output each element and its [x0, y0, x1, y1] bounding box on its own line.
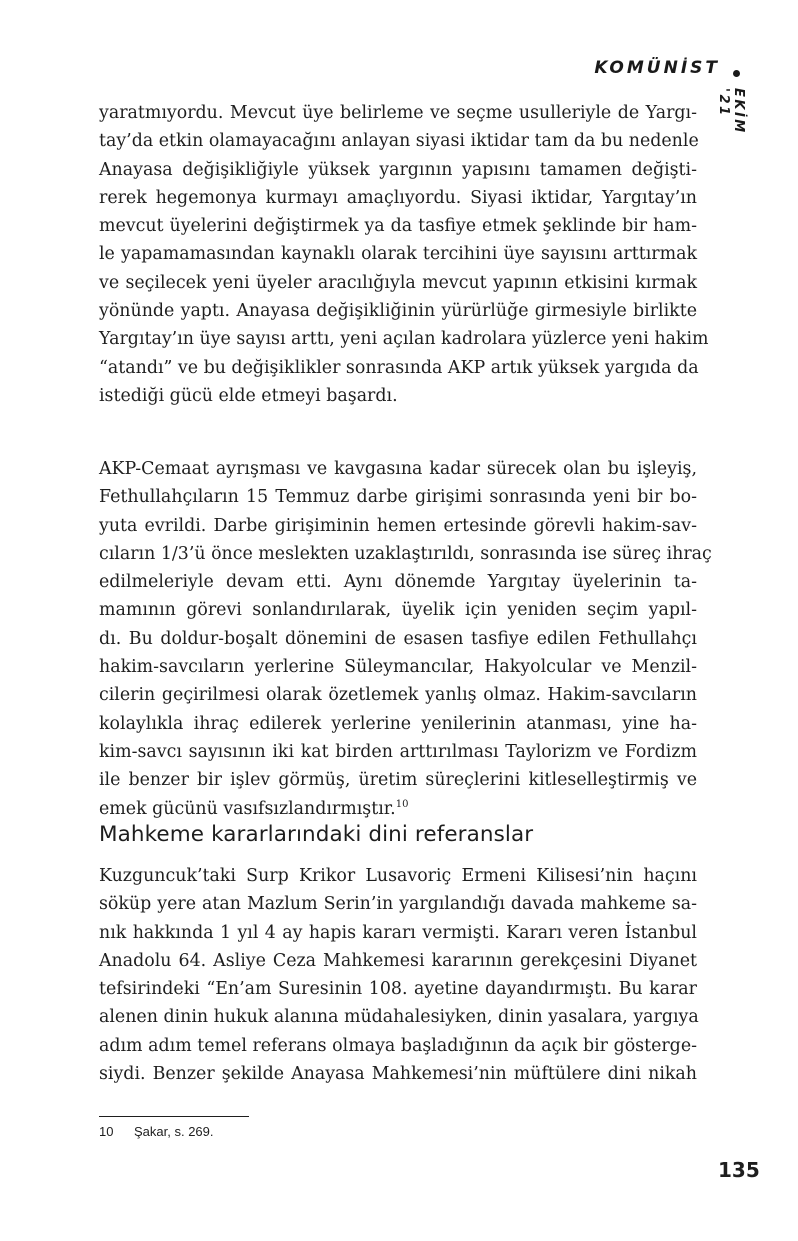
- footnote-divider: [99, 1116, 249, 1117]
- footnote-number: 10: [99, 1124, 114, 1139]
- text-line: alenen dinin hukuk alanına müdahalesiyken, dinin yasalara, yargıya: [99, 1007, 699, 1028]
- paragraph-2: [99, 455, 712, 823]
- page-number: 135: [718, 1158, 760, 1182]
- paragraph-3: [99, 862, 697, 1088]
- text-line: kolaylıkla ihraç edilerek yerlerine yenilerinin atanması, yine ha-: [99, 713, 697, 734]
- magazine-title: KOMÜNİST: [594, 58, 720, 78]
- text-line: kim-savcı sayısının iki kat birden arttırılması Taylorizm ve Fordizm: [99, 741, 697, 762]
- text-line: Anayasa değişikliğiyle yüksek yargının yapısını tamamen değişti-: [99, 159, 697, 180]
- footnote: [99, 1124, 214, 1139]
- text-line: tay’da etkin olamayacağını anlayan siyasi iktidar tam da bu nedenle: [99, 131, 699, 152]
- bullet-dot-icon: [733, 70, 740, 77]
- text-line: yuta evrildi. Darbe girişiminin hemen ertesinde görevli hakim-sav-: [99, 515, 697, 536]
- text-line: tefsirindeki “En’am Suresinin 108. ayetine dayandırmıştı. Bu karar: [99, 979, 697, 1000]
- text-line-with-footnote: [99, 795, 697, 823]
- text-line: siydi. Benzer şekilde Anayasa Mahkemesi’nin müftülere dini nikah: [99, 1064, 697, 1085]
- text-line: yönünde yaptı. Anayasa değişikliğinin yürürlüğe girmesiyle birlikte: [99, 301, 697, 322]
- footnote-text: Şakar, s. 269.: [134, 1124, 214, 1139]
- text-line: le yapamamasından kaynaklı olarak tercihini üye sayısını arttırmak: [99, 244, 697, 265]
- text-line: AKP-Cemaat ayrışması ve kavgasına kadar sürecek olan bu işleyiş,: [99, 459, 697, 479]
- text-line: mevcut üyelerini değiştirmek ya da tasfiye etmek şeklinde bir ham-: [99, 216, 697, 237]
- text-line: edilmeleriyle devam etti. Aynı dönemde Yargıtay üyelerinin ta-: [99, 572, 697, 593]
- text-line: cıların 1/3’ü önce meslekten uzaklaştırıldı, sonrasında ise süreç ihraç: [99, 543, 712, 564]
- text-line: Anadolu 64. Asliye Ceza Mahkemesi kararının gerekçesini Diyanet: [99, 950, 697, 971]
- text-line: emek gücünü vasıfsızlandırmıştır.: [99, 798, 396, 819]
- text-line: rerek hegemonya kurmayı amaçlıyordu. Siyasi iktidar, Yargıtay’ın: [99, 187, 697, 208]
- text-line: Yargıtay’ın üye sayısı arttı, yeni açılan kadrolara yüzlerce yeni hakim: [99, 329, 709, 350]
- text-line: ile benzer bir işlev görmüş, üretim süreçlerini kitleselleştirmiş ve: [99, 770, 697, 791]
- footnote-reference[interactable]: 10: [395, 798, 409, 810]
- text-line: nık hakkında 1 yıl 4 ay hapis kararı vermişti. Kararı veren İstanbul: [99, 922, 697, 943]
- text-line: mamının görevi sonlandırılarak, üyelik için yeniden seçim yapıl-: [99, 600, 697, 621]
- text-line: ve seçilecek yeni üyeler aracılığıyla mevcut yapının etkisini kırmak: [99, 272, 697, 293]
- issue-label: EKİM '21: [716, 88, 746, 135]
- text-line: söküp yere atan Mazlum Serin’in yargılandığı davada mahkeme sa-: [99, 894, 697, 915]
- text-line: yaratmıyordu. Mevcut üye belirleme ve seçme usulleriyle de Yargı-: [99, 103, 697, 123]
- text-line: Kuzguncuk’taki Surp Krikor Lusavoriç Ermeni Kilisesi’nin haçını: [99, 866, 697, 886]
- text-line: cilerin geçirilmesi olarak özetlemek yanlış olmaz. Hakim-savcıların: [99, 685, 697, 706]
- text-line: adım adım temel referans olmaya başladığının da açık bir gösterge-: [99, 1035, 697, 1056]
- section-heading: Mahkeme kararlarındaki dini referanslar: [99, 822, 534, 847]
- text-line: dı. Bu doldur-boşalt dönemini de esasen tasfiye edilen Fethullahçı: [99, 628, 697, 649]
- text-line: istediği gücü elde etmeyi başardı.: [99, 385, 398, 406]
- text-line: hakim-savcıların yerlerine Süleymancılar, Hakyolcular ve Menzil-: [99, 657, 697, 678]
- paragraph-1: [99, 99, 709, 410]
- text-line: Fethullahçıların 15 Temmuz darbe girişimi sonrasında yeni bir bo-: [99, 487, 697, 508]
- text-line: “atandı” ve bu değişiklikler sonrasında AKP artık yüksek yargıda da: [99, 357, 699, 378]
